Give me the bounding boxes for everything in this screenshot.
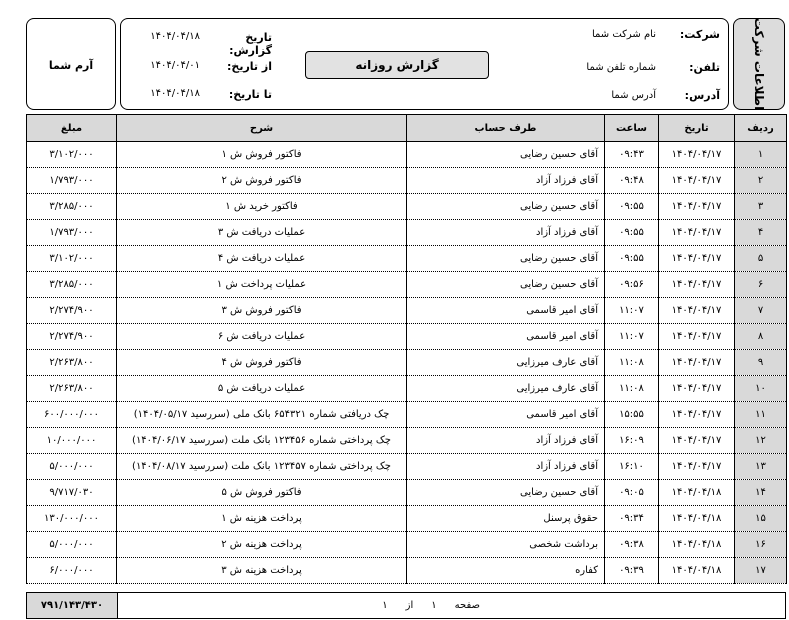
date-cell: ۱۴۰۴/۰۴/۱۷ (659, 298, 735, 324)
amount-cell: ۹/۷۱۷/۰۳۰ (27, 480, 117, 506)
table-row (27, 272, 787, 298)
page-label: صفحه (454, 600, 480, 611)
description-cell: فاکتور فروش ش ۲ (117, 168, 407, 194)
to-date-label: تا تاریخ: (228, 88, 272, 101)
date-cell: ۱۴۰۴/۰۴/۱۸ (659, 532, 735, 558)
description-cell: چک پرداختی شماره ۱۲۳۴۵۷ بانک ملت (سررسید ۱۴۰۴/۰۸/۱۷) (117, 454, 407, 480)
amount-cell: ۱/۷۹۳/۰۰۰ (27, 168, 117, 194)
description-cell: عملیات دریافت ش ۳ (117, 220, 407, 246)
party-cell: آقای امیر قاسمی (407, 324, 605, 350)
company-info-side-label (733, 18, 785, 110)
date-cell: ۱۴۰۴/۰۴/۱۷ (659, 428, 735, 454)
time-cell: ۱۱:۰۸ (605, 350, 659, 376)
date-cell: ۱۴۰۴/۰۴/۱۷ (659, 324, 735, 350)
row-number-cell: ۶ (735, 272, 787, 298)
time-cell: ۱۶:۰۹ (605, 428, 659, 454)
description-cell: فاکتور فروش ش ۴ (117, 350, 407, 376)
table-row (27, 506, 787, 532)
row-number-cell: ۳ (735, 194, 787, 220)
amount-cell: ۱۰/۰۰۰/۰۰۰ (27, 428, 117, 454)
from-date-value: ۱۴۰۴/۰۴/۰۱ (150, 60, 200, 71)
col-header-time: ساعت (605, 115, 659, 142)
row-number-cell: ۲ (735, 168, 787, 194)
description-cell: فاکتور فروش ش ۱ (117, 142, 407, 168)
time-cell: ۰۹:۴۸ (605, 168, 659, 194)
amount-cell: ۳/۱۰۲/۰۰۰ (27, 246, 117, 272)
row-number-cell: ۱۶ (735, 532, 787, 558)
description-cell: عملیات دریافت ش ۶ (117, 324, 407, 350)
pager (340, 600, 480, 611)
row-number-cell: ۱۰ (735, 376, 787, 402)
party-cell: کفاره (407, 558, 605, 584)
row-number-cell: ۱ (735, 142, 787, 168)
row-number-cell: ۹ (735, 350, 787, 376)
company-value: نام شرکت شما (591, 29, 656, 40)
party-cell: آقای فرزاد آزاد (407, 428, 605, 454)
description-cell: عملیات دریافت ش ۵ (117, 376, 407, 402)
date-cell: ۱۴۰۴/۰۴/۱۷ (659, 220, 735, 246)
party-cell: برداشت شخصی (407, 532, 605, 558)
date-cell: ۱۴۰۴/۰۴/۱۸ (659, 480, 735, 506)
amount-cell: ۱/۷۹۳/۰۰۰ (27, 220, 117, 246)
party-cell: آقای امیر قاسمی (407, 298, 605, 324)
time-cell: ۰۹:۳۸ (605, 532, 659, 558)
amount-cell: ۳/۲۸۵/۰۰۰ (27, 194, 117, 220)
description-cell: چک دریافتی شماره ۶۵۴۳۲۱ بانک ملی (سررسید ۱۴۰۴/۰۵/۱۷) (117, 402, 407, 428)
table-row (27, 194, 787, 220)
table-row (27, 480, 787, 506)
date-cell: ۱۴۰۴/۰۴/۱۷ (659, 402, 735, 428)
time-cell: ۱۱:۰۷ (605, 298, 659, 324)
logo-text: آرم شما (48, 59, 94, 72)
table-row (27, 428, 787, 454)
table-row (27, 402, 787, 428)
time-cell: ۱۱:۰۸ (605, 376, 659, 402)
amount-cell: ۲/۲۷۴/۹۰۰ (27, 298, 117, 324)
report-date-label: تاریخ گزارش: (229, 31, 272, 57)
description-cell: چک پرداختی شماره ۱۲۳۴۵۶ بانک ملت (سررسید ۱۴۰۴/۰۶/۱۷) (117, 428, 407, 454)
party-cell: آقای امیر قاسمی (407, 402, 605, 428)
grand-total: ۷۹۱/۱۴۳/۴۳۰ (26, 592, 118, 619)
time-cell: ۰۹:۵۶ (605, 272, 659, 298)
col-header-party: طرف حساب (407, 115, 605, 142)
amount-cell: ۶۰۰/۰۰۰/۰۰۰ (27, 402, 117, 428)
time-cell: ۰۹:۵۵ (605, 246, 659, 272)
date-cell: ۱۴۰۴/۰۴/۱۷ (659, 142, 735, 168)
of-label: از (405, 600, 414, 611)
amount-cell: ۲/۲۶۳/۸۰۰ (27, 376, 117, 402)
table-row (27, 298, 787, 324)
phone-label: تلفن: (689, 61, 720, 74)
date-cell: ۱۴۰۴/۰۴/۱۷ (659, 376, 735, 402)
logo-box (26, 18, 116, 110)
time-cell: ۱۶:۱۰ (605, 454, 659, 480)
date-cell: ۱۴۰۴/۰۴/۱۸ (659, 558, 735, 584)
time-cell: ۰۹:۵۵ (605, 194, 659, 220)
date-cell: ۱۴۰۴/۰۴/۱۷ (659, 272, 735, 298)
table-row (27, 246, 787, 272)
description-cell: پرداخت هزینه ش ۳ (117, 558, 407, 584)
time-cell: ۰۹:۵۵ (605, 220, 659, 246)
amount-cell: ۲/۲۶۳/۸۰۰ (27, 350, 117, 376)
report-table (26, 114, 787, 584)
row-number-cell: ۱۳ (735, 454, 787, 480)
amount-cell: ۲/۲۷۴/۹۰۰ (27, 324, 117, 350)
report-date-value: ۱۴۰۴/۰۴/۱۸ (150, 31, 200, 42)
table-row (27, 532, 787, 558)
description-cell: پرداخت هزینه ش ۲ (117, 532, 407, 558)
table-row (27, 558, 787, 584)
to-date-value: ۱۴۰۴/۰۴/۱۸ (150, 88, 200, 99)
col-header-row-number: ردیف (735, 115, 787, 142)
table-row (27, 324, 787, 350)
description-cell: فاکتور فروش ش ۵ (117, 480, 407, 506)
party-cell: آقای فرزاد آزاد (407, 454, 605, 480)
description-cell: عملیات دریافت ش ۴ (117, 246, 407, 272)
from-date-label: از تاریخ: (227, 60, 272, 73)
time-cell: ۰۹:۰۵ (605, 480, 659, 506)
table-row (27, 376, 787, 402)
row-number-cell: ۷ (735, 298, 787, 324)
description-cell: پرداخت هزینه ش ۱ (117, 506, 407, 532)
side-label-text: اطلاعات شرکت (752, 17, 766, 111)
row-number-cell: ۱۲ (735, 428, 787, 454)
party-cell: آقای عارف میرزایی (407, 350, 605, 376)
col-header-description: شرح (117, 115, 407, 142)
col-header-date: تاریخ (659, 115, 735, 142)
table-row (27, 220, 787, 246)
date-cell: ۱۴۰۴/۰۴/۱۷ (659, 454, 735, 480)
amount-cell: ۱۳۰/۰۰۰/۰۰۰ (27, 506, 117, 532)
party-cell: آقای حسین رضایی (407, 246, 605, 272)
phone-value: شماره تلفن شما (586, 62, 656, 73)
party-cell: حقوق پرسنل (407, 506, 605, 532)
time-cell: ۰۹:۳۴ (605, 506, 659, 532)
date-cell: ۱۴۰۴/۰۴/۱۷ (659, 246, 735, 272)
row-number-cell: ۵ (735, 246, 787, 272)
description-cell: فاکتور فروش ش ۳ (117, 298, 407, 324)
time-cell: ۰۹:۴۳ (605, 142, 659, 168)
description-cell: عملیات پرداخت ش ۱ (117, 272, 407, 298)
amount-cell: ۵/۰۰۰/۰۰۰ (27, 532, 117, 558)
table-row (27, 168, 787, 194)
table-row (27, 454, 787, 480)
company-label: شرکت: (679, 28, 720, 41)
table-row (27, 142, 787, 168)
party-cell: آقای حسین رضایی (407, 480, 605, 506)
date-cell: ۱۴۰۴/۰۴/۱۷ (659, 168, 735, 194)
date-cell: ۱۴۰۴/۰۴/۱۷ (659, 194, 735, 220)
row-number-cell: ۴ (735, 220, 787, 246)
row-number-cell: ۱۷ (735, 558, 787, 584)
party-cell: آقای حسین رضایی (407, 272, 605, 298)
table-row (27, 350, 787, 376)
col-header-amount: مبلغ (27, 115, 117, 142)
time-cell: ۱۱:۰۷ (605, 324, 659, 350)
table-header-row (27, 115, 787, 142)
amount-cell: ۵/۰۰۰/۰۰۰ (27, 454, 117, 480)
row-number-cell: ۱۴ (735, 480, 787, 506)
amount-cell: ۶/۰۰۰/۰۰۰ (27, 558, 117, 584)
report-title: گزارش روزانه (305, 51, 489, 79)
party-cell: آقای حسین رضایی (407, 142, 605, 168)
row-number-cell: ۸ (735, 324, 787, 350)
time-cell: ۰۹:۳۹ (605, 558, 659, 584)
address-value: آدرس شما (611, 90, 656, 101)
amount-cell: ۳/۱۰۲/۰۰۰ (27, 142, 117, 168)
party-cell: آقای عارف میرزایی (407, 376, 605, 402)
page-current: ۱ (431, 600, 437, 611)
page-total: ۱ (382, 600, 388, 611)
amount-cell: ۳/۲۸۵/۰۰۰ (27, 272, 117, 298)
party-cell: آقای فرزاد آزاد (407, 168, 605, 194)
party-cell: آقای فرزاد آزاد (407, 220, 605, 246)
time-cell: ۱۵:۵۵ (605, 402, 659, 428)
party-cell: آقای حسین رضایی (407, 194, 605, 220)
address-label: آدرس: (684, 89, 720, 102)
row-number-cell: ۱۱ (735, 402, 787, 428)
date-cell: ۱۴۰۴/۰۴/۱۷ (659, 350, 735, 376)
row-number-cell: ۱۵ (735, 506, 787, 532)
description-cell: فاکتور خرید ش ۱ (117, 194, 407, 220)
date-cell: ۱۴۰۴/۰۴/۱۸ (659, 506, 735, 532)
